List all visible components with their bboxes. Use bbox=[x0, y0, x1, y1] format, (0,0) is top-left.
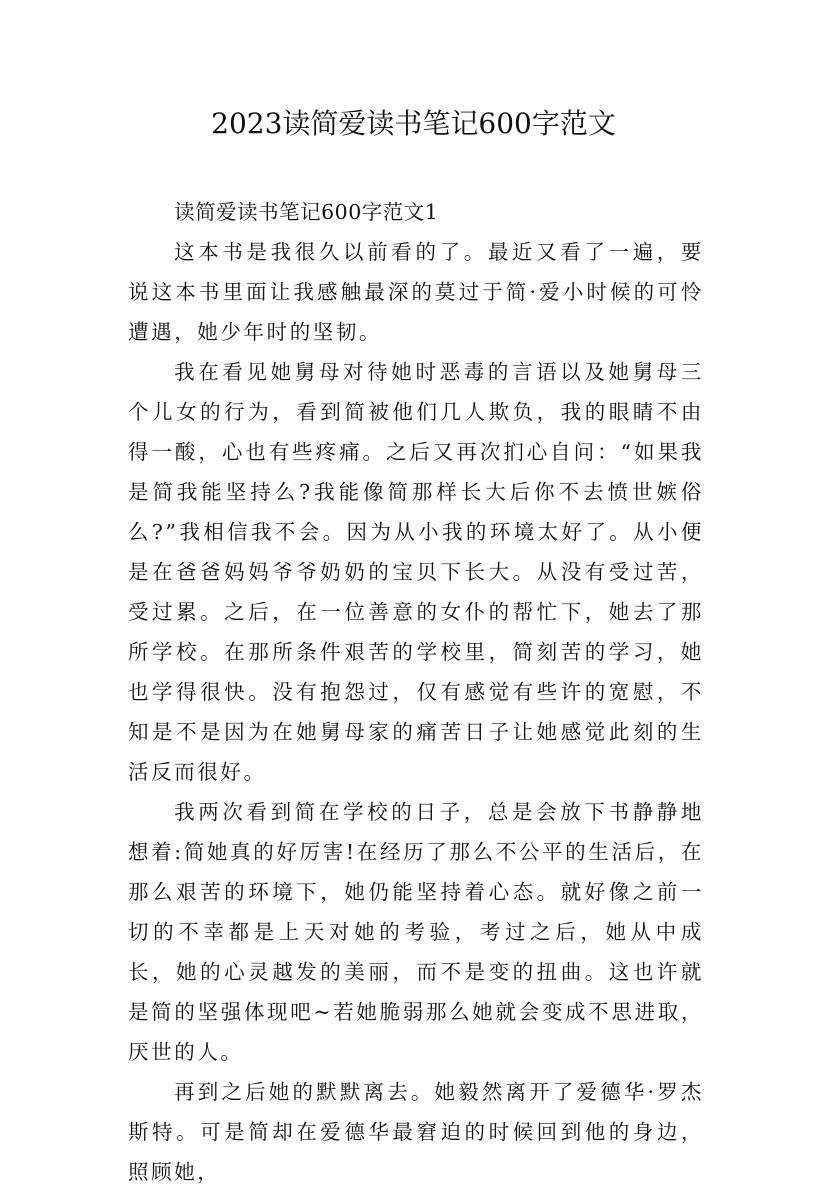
section-heading: 读简爱读书笔记600字范文1 bbox=[174, 200, 439, 224]
document-title: 2023读简爱读书笔记600字范文 bbox=[211, 107, 616, 140]
paragraph-1: 这本书是我很久以前看的了。最近又看了一遍，要说这本书里面让我感触最深的莫过于简·爱小时候的可怜遭遇，她少年时的坚韧。 bbox=[128, 240, 704, 344]
document-body bbox=[128, 192, 704, 1192]
paragraph-2: 我在看见她舅母对待她时恶毒的言语以及她舅母三个儿女的行为，看到简被他们几人欺负，我的眼睛不由得一酸，心也有些疼痛。之后又再次扪心自问：“如果我是简我能坚持么?我能像简那样长大后你不去愤世嫉俗么?”我相信我不会。因为从小我的环境太好了。从小便是在爸爸妈妈爷爷奶奶的宝贝下长大。从没有受过苦，受过累。之后，在一位善意的女仆的帮忙下，她去了那所学校。在那所条件艰苦的学校里，简刻苦的学习，她也学得很快。没有抱怨过，仅有感觉有些许的宽慰，不知是不是因为在她舅母家的痛苦日子让她感觉此刻的生活反而很好。 bbox=[128, 360, 704, 784]
paragraph-3: 我两次看到简在学校的日子，总是会放下书静静地想着:简她真的好厉害!在经历了那么不公平的生活后，在那么艰苦的环境下，她仍能坚持着心态。就好像之前一切的不幸都是上天对她的考验，考过之后，她从中成长，她的心灵越发的美丽，而不是变的扭曲。这也许就是简的坚强体现吧~若她脆弱那么她就会变成不思进取，厌世的人。 bbox=[128, 800, 704, 1064]
paragraph-4: 再到之后她的默默离去。她毅然离开了爱德华·罗杰斯特。可是简却在爱德华最窘迫的时候回到他的身边，照顾她， bbox=[128, 1080, 704, 1184]
